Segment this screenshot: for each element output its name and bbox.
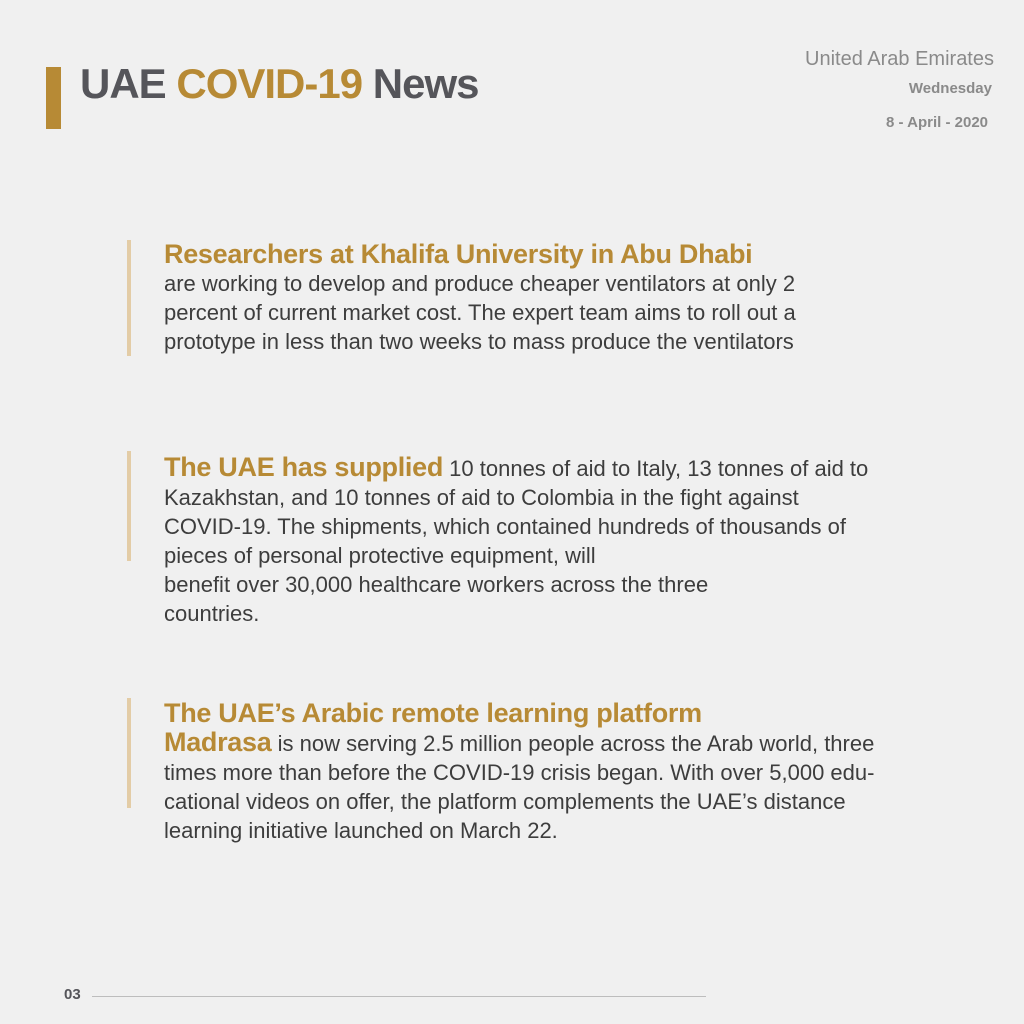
- news-item-rule: [127, 240, 131, 356]
- news-item-line: pieces of personal protective equipment, will: [164, 543, 596, 568]
- news-item-text: [164, 453, 1004, 628]
- news-item-line: is now serving 2.5 million people across the Arab world, three: [277, 731, 875, 756]
- news-item-line: are working to develop and produce cheaper ventilators at only 2: [164, 271, 796, 296]
- date-label: 8 - April - 2020: [886, 114, 988, 131]
- news-item-line: 10 tonnes of aid to Italy, 13 tonnes of aid to: [449, 456, 869, 481]
- news-item-heading-madrasa: Madrasa: [164, 727, 272, 757]
- title-part-uae: UAE: [80, 60, 166, 107]
- news-item-line: cational videos on offer, the platform complements the UAE’s distance: [164, 789, 846, 814]
- news-item-rule: [127, 698, 131, 808]
- news-item-line: benefit over 30,000 healthcare workers across the three: [164, 572, 709, 597]
- footer-divider: [92, 996, 706, 997]
- news-item-line: learning initiative launched on March 22.: [164, 818, 558, 843]
- news-item-text: [164, 699, 1024, 845]
- title-accent-bar: [46, 67, 61, 129]
- news-item-line: COVID-19. The shipments, which contained hundreds of thousands of: [164, 514, 846, 539]
- news-item-line: times more than before the COVID-19 crisis began. With over 5,000 edu-: [164, 760, 875, 785]
- page-title: [80, 58, 478, 110]
- news-item-line: prototype in less than two weeks to mass produce the ventilators: [164, 329, 794, 354]
- title-part-news: News: [372, 60, 479, 107]
- news-item-line: Kazakhstan, and 10 tonnes of aid to Colombia in the fight against: [164, 485, 799, 510]
- news-item-heading: Researchers at Khalifa University in Abu Dhabi: [164, 239, 753, 269]
- title-part-covid: COVID-19: [176, 60, 363, 107]
- news-item-text: [164, 240, 1004, 356]
- country-label: United Arab Emirates: [805, 48, 994, 70]
- header-meta: [805, 46, 994, 134]
- news-item-rule: [127, 451, 131, 561]
- page-number: 03: [64, 986, 81, 1003]
- news-item-line: countries.: [164, 601, 260, 626]
- day-label: Wednesday: [908, 80, 992, 97]
- news-item-line: percent of current market cost. The expert team aims to roll out a: [164, 300, 796, 325]
- news-item-heading: The UAE has supplied: [164, 452, 444, 482]
- news-item-heading: The UAE’s Arabic remote learning platform: [164, 698, 702, 728]
